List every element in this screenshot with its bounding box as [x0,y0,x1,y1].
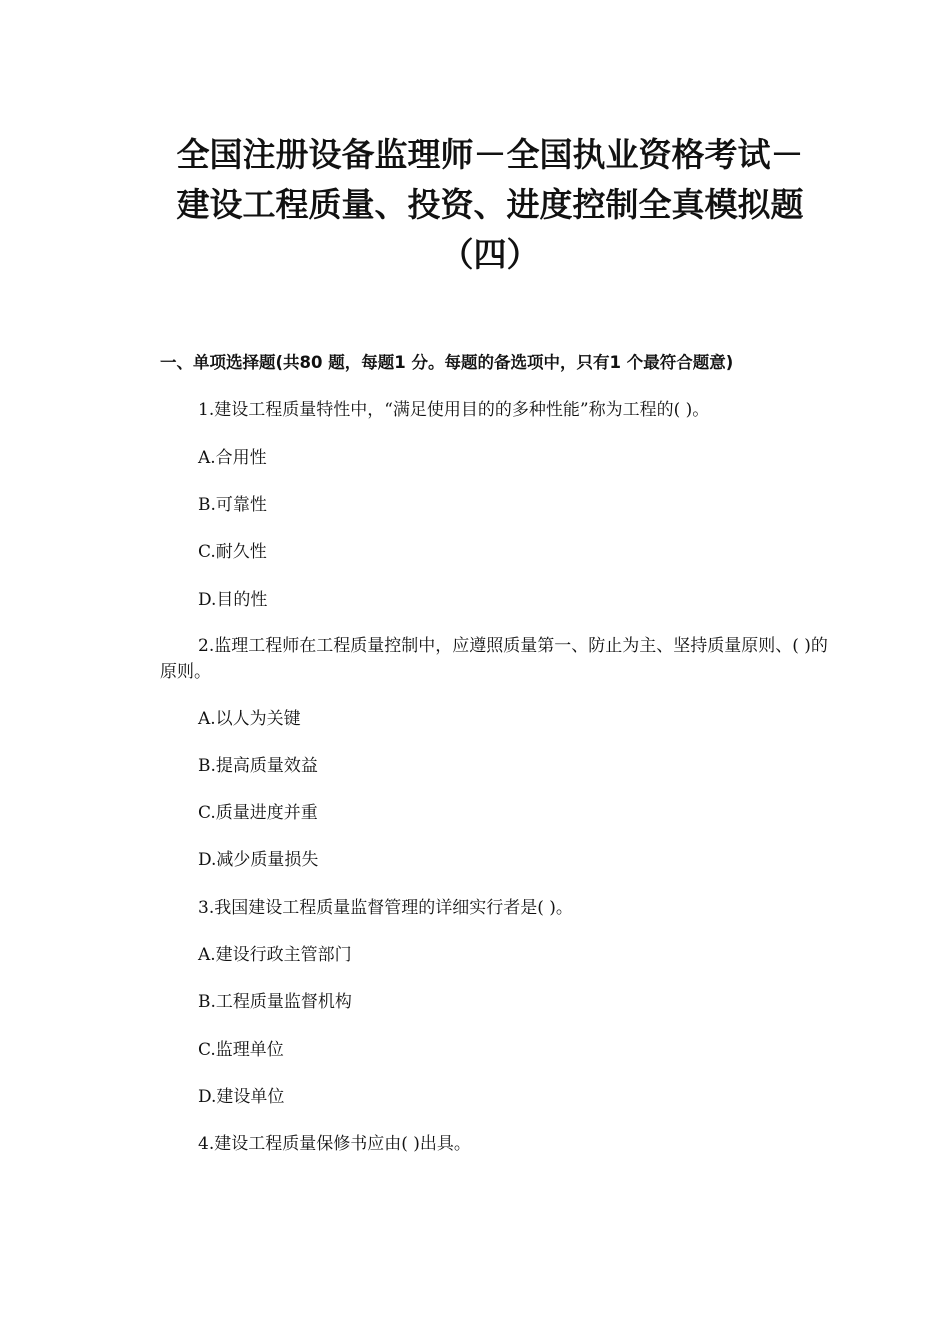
document-title [150,130,830,280]
question-2-option-b: B.提高质量效益 [198,756,318,776]
question-3-option-a: A.建设行政主管部门 [198,945,352,965]
title-line-3: （四） [440,235,540,274]
question-2-option-c: C.质量进度并重 [198,803,318,823]
question-1-stem: 1.建设工程质量特性中，“满足使用目的的多种性能”称为工程的( )。 [198,400,710,420]
section-heading: 一、单项选择题(共80 题，每题1 分。每题的备选项中，只有1 个最符合题意) [160,353,734,372]
question-1-option-b: B.可靠性 [198,495,267,515]
question-3-option-c: C.监理单位 [198,1040,284,1060]
question-2-stem: 2.监理工程师在工程质量控制中，应遵照质量第一、防止为主、坚持质量原则、( )的原则。 [160,636,828,682]
question-4-stem: 4.建设工程质量保修书应由( )出具。 [198,1134,471,1154]
title-line-2: 建设工程质量、投资、进度控制全真模拟题 [176,185,804,224]
question-3-option-d: D.建设单位 [198,1087,285,1107]
question-1-option-d: D.目的性 [198,590,268,610]
question-3-option-b: B.工程质量监督机构 [198,992,352,1012]
question-1-option-c: C.耐久性 [198,542,267,562]
question-3-stem: 3.我国建设工程质量监督管理的详细实行者是( )。 [198,898,573,918]
title-line-1: 全国注册设备监理师－全国执业资格考试－ [176,135,804,174]
question-2-option-a: A.以人为关键 [198,709,301,729]
question-2-option-d: D.减少质量损失 [198,850,319,870]
question-1-option-a: A.合用性 [198,448,267,468]
